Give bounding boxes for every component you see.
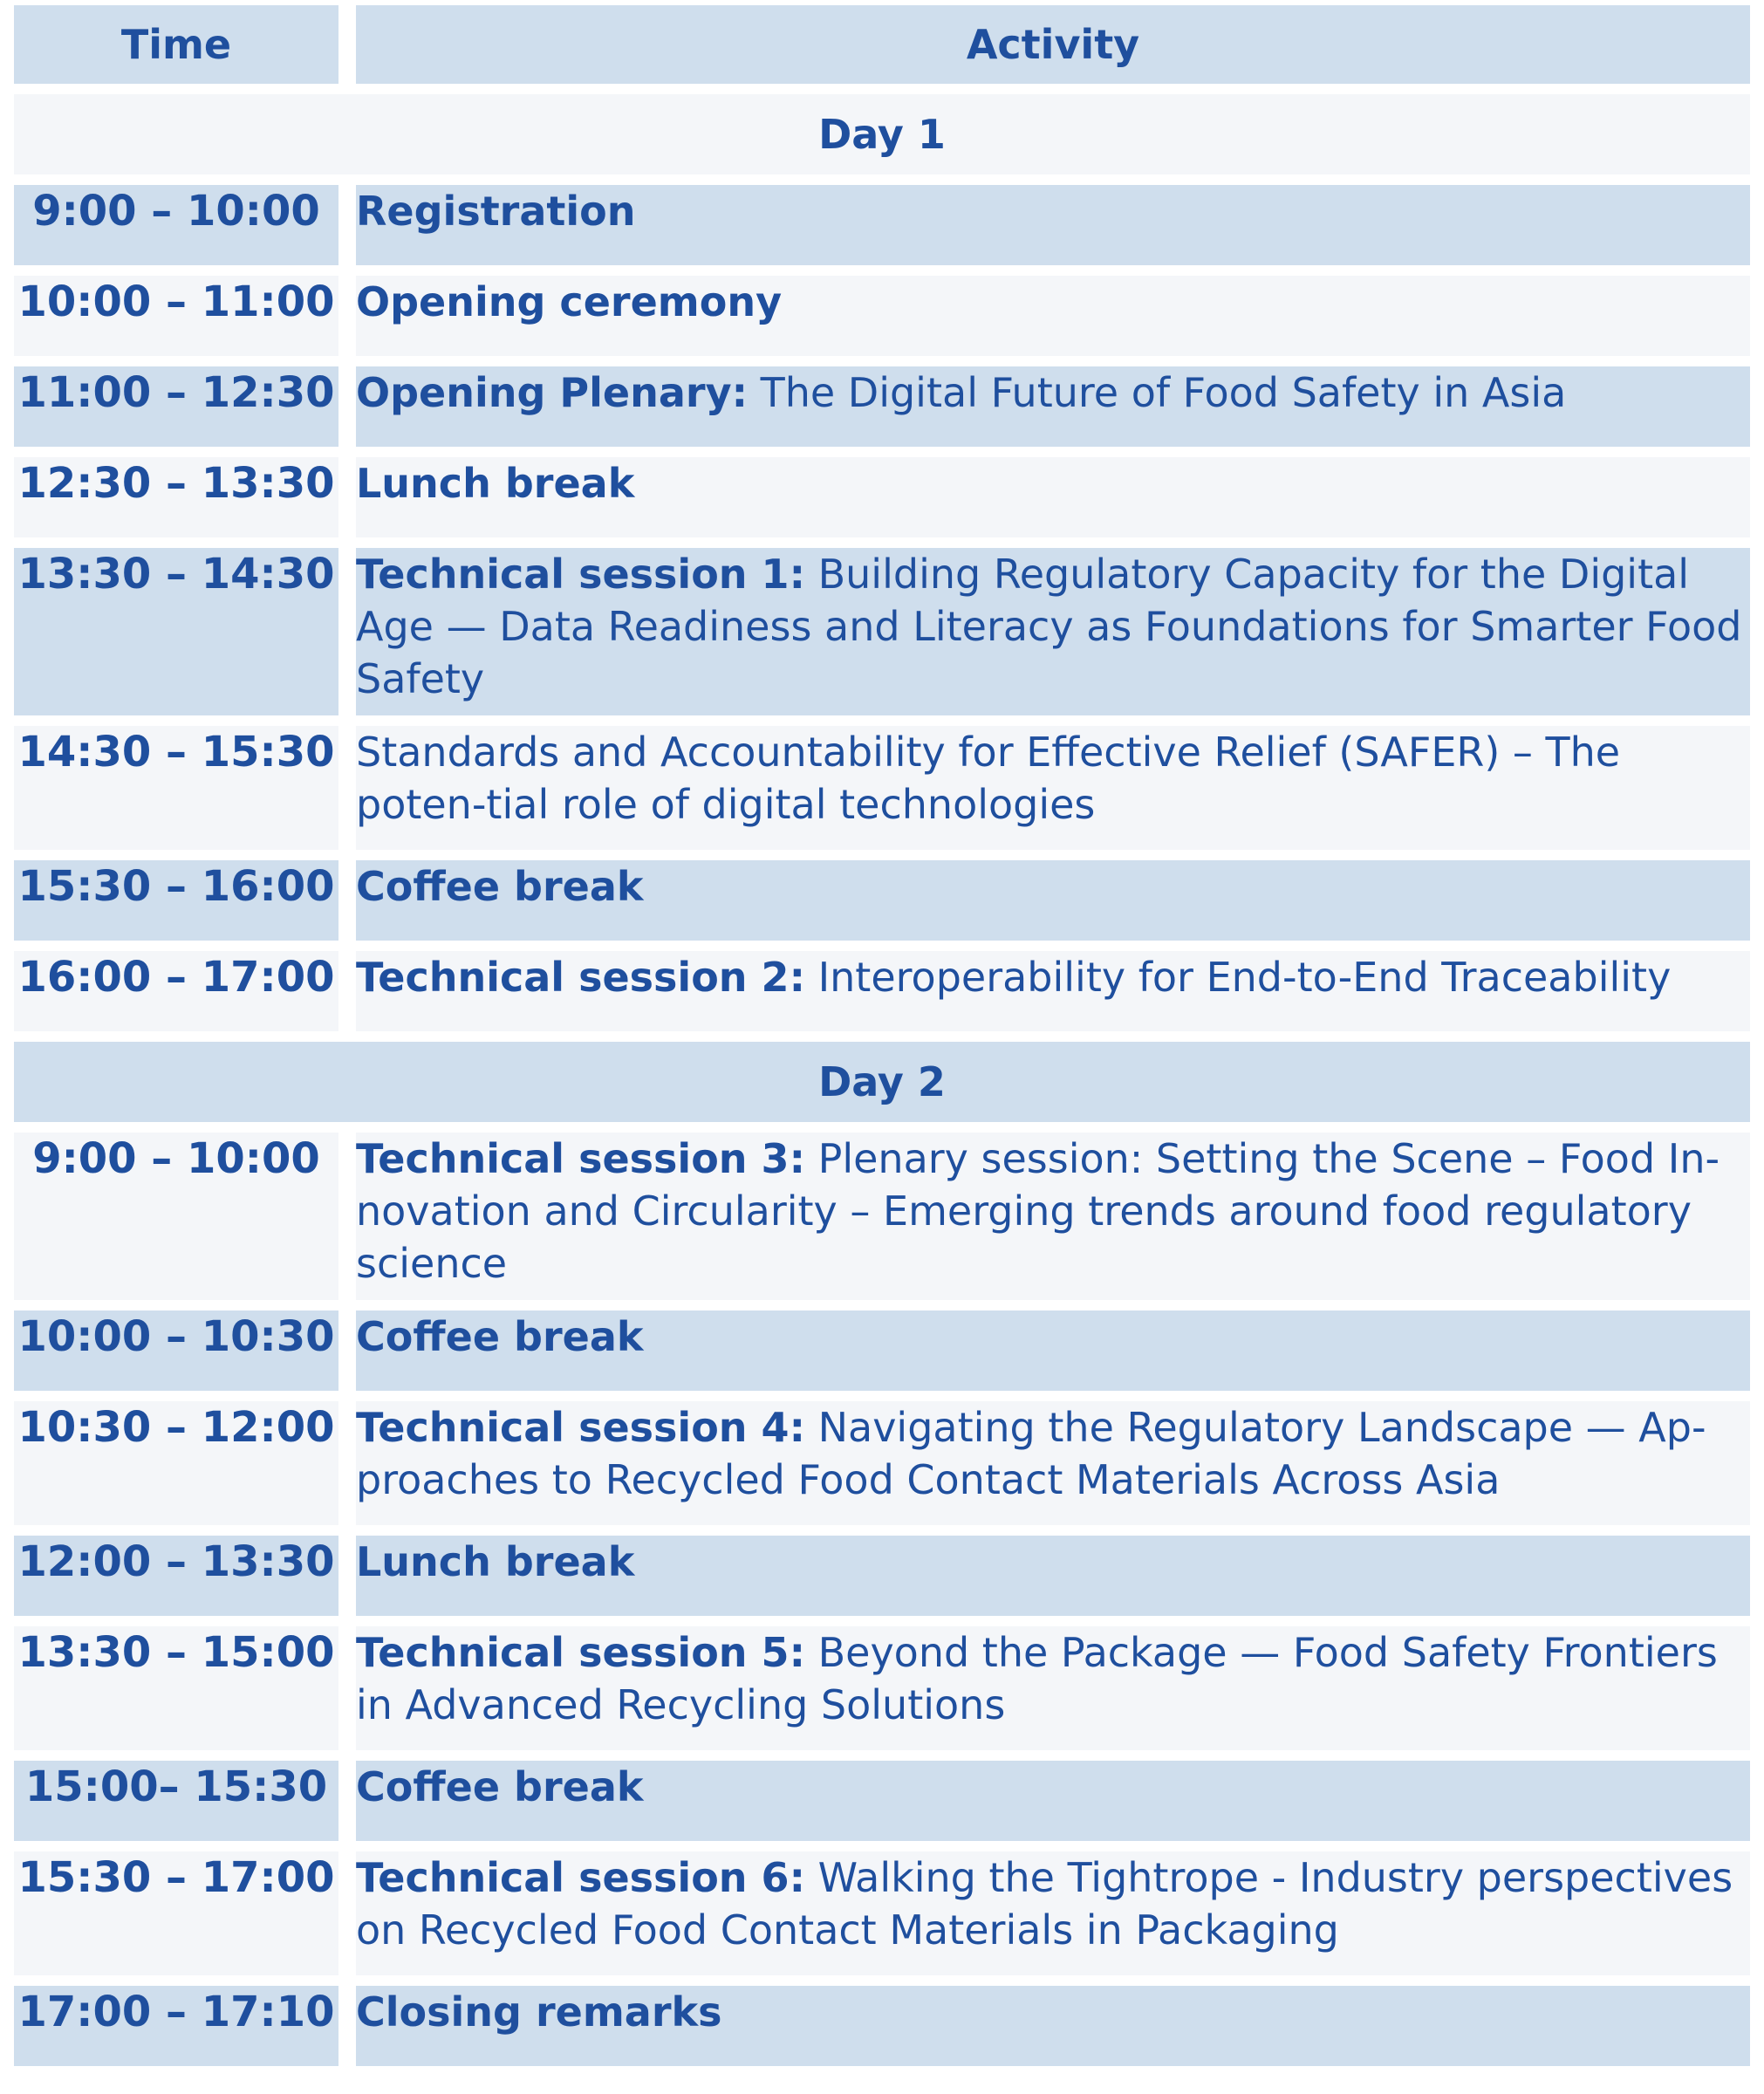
time-cell: 10:00 – 11:00 xyxy=(14,276,338,356)
time-cell: 9:00 – 10:00 xyxy=(14,1133,338,1300)
activity-cell xyxy=(356,860,1750,941)
time-cell: 13:30 – 15:00 xyxy=(14,1626,338,1750)
time-cell: 17:00 – 17:10 xyxy=(14,1986,338,2066)
activity-cell xyxy=(356,276,1750,356)
agenda-row xyxy=(14,1133,1750,1300)
activity-text: Navigating the Regulatory Landscape — Ap-proaches to Recycled Food Contact Materials Across Asia xyxy=(356,1404,1706,1503)
time-cell: 14:30 – 15:30 xyxy=(14,726,338,850)
activity-cell xyxy=(356,548,1750,715)
activity-title: Technical session 2: xyxy=(356,954,805,1001)
day-header xyxy=(14,94,1750,174)
activity-cell xyxy=(356,1536,1750,1616)
activity-cell xyxy=(356,1133,1750,1300)
activity-title: Technical session 5: xyxy=(356,1629,805,1676)
activity-title: Technical session 1: xyxy=(356,551,805,598)
agenda-row xyxy=(14,548,1750,715)
agenda-table xyxy=(14,0,1750,2077)
agenda-row xyxy=(14,860,1750,941)
time-cell: 12:30 – 13:30 xyxy=(14,457,338,537)
time-cell: 13:30 – 14:30 xyxy=(14,548,338,715)
agenda-row xyxy=(14,1626,1750,1750)
activity-cell xyxy=(356,457,1750,537)
activity-title: Closing remarks xyxy=(356,1988,722,2036)
activity-cell xyxy=(356,1986,1750,2066)
activity-title: Lunch break xyxy=(356,1538,635,1585)
activity-title: Opening ceremony xyxy=(356,278,783,325)
agenda-row xyxy=(14,726,1750,850)
time-cell: 9:00 – 10:00 xyxy=(14,185,338,265)
activity-title: Technical session 6: xyxy=(356,1854,805,1901)
time-cell: 16:00 – 17:00 xyxy=(14,951,338,1031)
activity-cell xyxy=(356,1626,1750,1750)
agenda-row xyxy=(14,185,1750,265)
agenda-row xyxy=(14,276,1750,356)
time-cell: 15:30 – 16:00 xyxy=(14,860,338,941)
header-row xyxy=(14,5,1750,84)
activity-cell xyxy=(356,726,1750,850)
header-time: Time xyxy=(14,5,338,84)
activity-text: The Digital Future of Food Safety in Asia xyxy=(747,369,1567,416)
activity-cell xyxy=(356,185,1750,265)
time-cell: 15:00– 15:30 xyxy=(14,1761,338,1841)
agenda-row xyxy=(14,1761,1750,1841)
activity-title: Registration xyxy=(356,188,636,235)
agenda-row xyxy=(14,1401,1750,1525)
agenda-row xyxy=(14,457,1750,537)
activity-title: Technical session 4: xyxy=(356,1404,805,1451)
activity-cell xyxy=(356,1851,1750,1975)
agenda-row xyxy=(14,1851,1750,1975)
day-label: Day 2 xyxy=(14,1042,1750,1122)
activity-title: Technical session 3: xyxy=(356,1135,805,1182)
time-cell: 12:00 – 13:30 xyxy=(14,1536,338,1616)
time-cell: 10:30 – 12:00 xyxy=(14,1401,338,1525)
activity-cell xyxy=(356,1401,1750,1525)
agenda-row xyxy=(14,1986,1750,2066)
activity-title: Coffee break xyxy=(356,863,644,910)
agenda-row xyxy=(14,1536,1750,1616)
activity-title: Opening Plenary: xyxy=(356,369,748,416)
time-cell: 11:00 – 12:30 xyxy=(14,366,338,447)
activity-title: Coffee break xyxy=(356,1763,644,1810)
activity-cell xyxy=(356,1761,1750,1841)
header-activity: Activity xyxy=(356,5,1750,84)
day-label: Day 1 xyxy=(14,94,1750,174)
time-cell: 15:30 – 17:00 xyxy=(14,1851,338,1975)
agenda-row xyxy=(14,366,1750,447)
time-cell: 10:00 – 10:30 xyxy=(14,1310,338,1391)
agenda-row xyxy=(14,1310,1750,1391)
activity-text: Walking the Tightrope - Industry perspectives on Recycled Food Contact Materials in Packaging xyxy=(356,1854,1733,1954)
day-header xyxy=(14,1042,1750,1122)
activity-text: Beyond the Package — Food Safety Frontiers in Advanced Recycling Solutions xyxy=(356,1629,1718,1728)
activity-text: Plenary session: Setting the Scene – Food In-novation and Circularity – Emerging trends around food regulatory science xyxy=(356,1135,1720,1287)
activity-title: Lunch break xyxy=(356,460,635,507)
activity-cell xyxy=(356,951,1750,1031)
activity-cell xyxy=(356,1310,1750,1391)
activity-title: Coffee break xyxy=(356,1313,644,1360)
activity-cell xyxy=(356,366,1750,447)
activity-text: Building Regulatory Capacity for the Digital Age — Data Readiness and Literacy as Foundations for Smarter Food Safety xyxy=(356,551,1742,702)
activity-text: Standards and Accountability for Effective Relief (SAFER) – The poten-tial role of digital technologies xyxy=(356,729,1621,828)
agenda-row xyxy=(14,951,1750,1031)
activity-text: Interoperability for End-to-End Traceability xyxy=(804,954,1672,1001)
